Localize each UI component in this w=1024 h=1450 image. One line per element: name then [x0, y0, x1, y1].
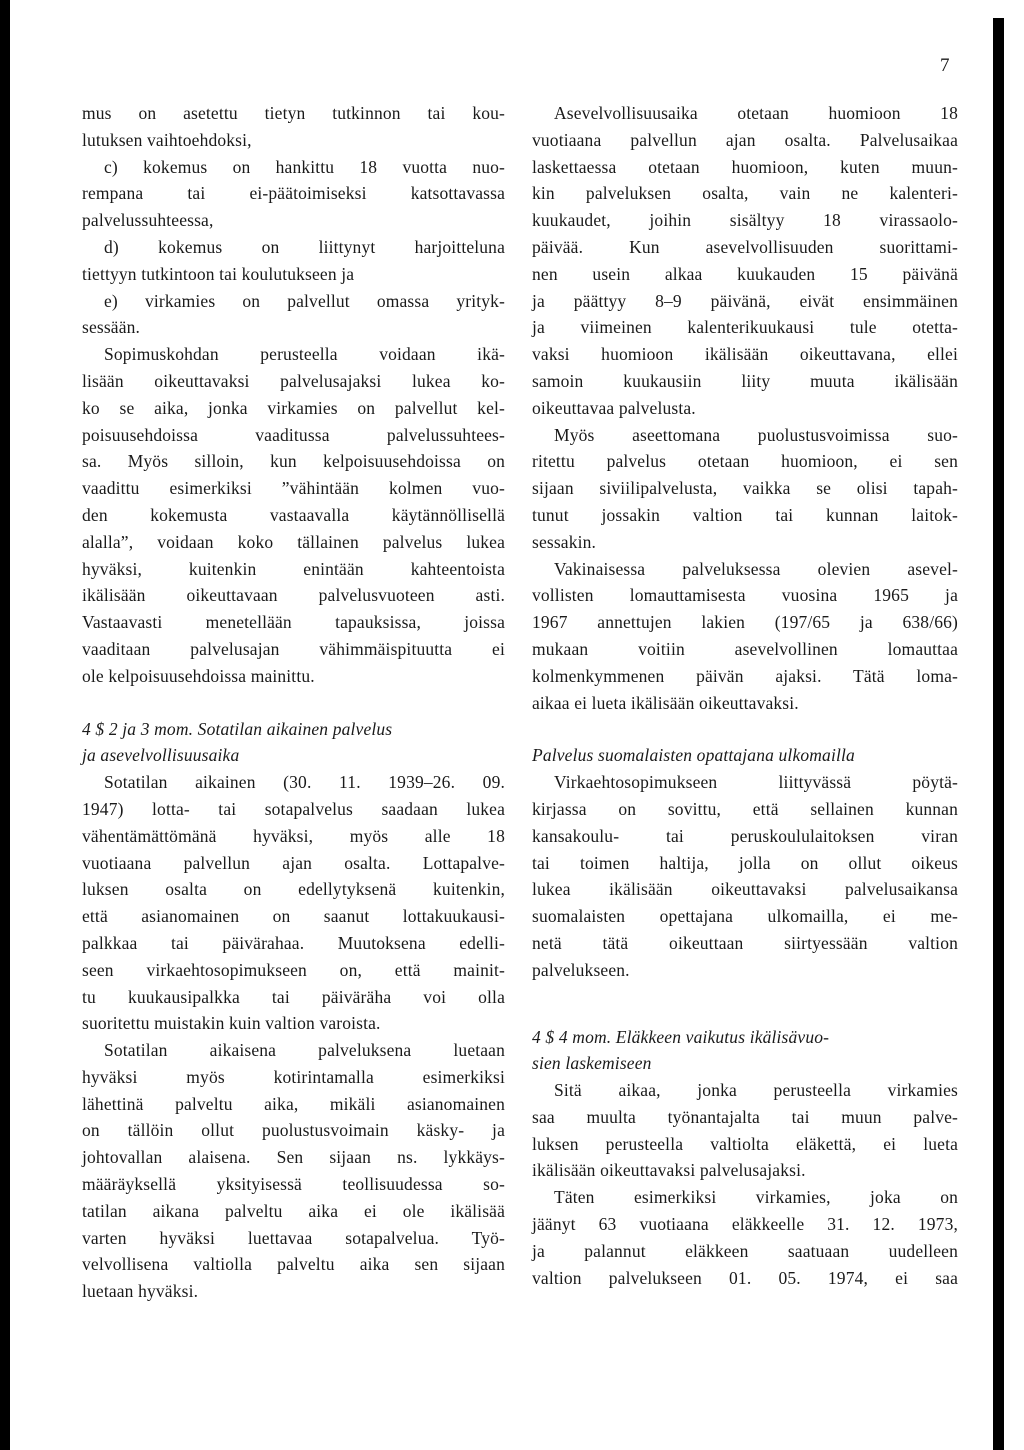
right-column-text-line: tunut jossakin valtion tai kunnan laitok-: [532, 504, 958, 525]
right-column-text-line: kolmenkymmenen päivän ajaksi. Tätä loma-: [532, 665, 958, 686]
left-column-text-line: ole kelpoisuusehdoissa mainittu.: [82, 665, 315, 686]
right-column-text-line: netä tätä oikeuttaan siirtyessään valtion: [532, 932, 958, 953]
left-column-text-line: mus on asetettu tietyn tutkinnon tai kou-: [82, 103, 505, 123]
right-column-text-line: samoin kuukausiin liity muuta ikälisään: [532, 370, 958, 391]
left-column-text-line: velvollisena valtiolla palveltu aika sen sijaan: [82, 1254, 505, 1275]
left-column-text-line: Sotatilan aikainen (30. 11. 1939–26. 09.: [104, 772, 505, 793]
left-column-text-line: vaaditaan palvelusajan vähimmäispituutta ei: [82, 638, 505, 659]
right-column-text-line: lukea ikälisään oikeuttavaksi palvelusaikansa: [532, 879, 958, 900]
right-column-text-line: Vakinaisessa palveluksessa olevien asevel-: [554, 558, 958, 579]
left-column-text-line: poisuusehdoissa vaaditussa palvelussuhtees-: [82, 424, 505, 445]
left-column-text-line: vähentämättömänä hyväksi, myös alle 18: [82, 825, 505, 846]
right-text-column: [532, 100, 958, 1291]
right-column-text-line: Asevelvollisuusaika otetaan huomioon 18: [554, 103, 958, 123]
right-column-text-line: kansakoulu- tai peruskoululaitoksen viran: [532, 825, 958, 846]
right-column-text-line: kuukaudet, joihin sisältyy 18 virassaolo-: [532, 210, 958, 231]
right-column-text-line: saa muulta työnantajalta tai muun palve-: [532, 1106, 958, 1127]
left-column-text-line: ikälisään oikeuttavaan palvelusvuoteen asti.: [82, 585, 505, 606]
left-column-text-line: lutuksen vaihtoehdoksi,: [82, 129, 252, 150]
right-column-heading-line: 4 $ 4 mom. Eläkkeen vaikutus ikälisävuo-: [532, 1026, 830, 1047]
left-column-text-line: luksen osalta on edellytyksenä kuitenkin,: [82, 879, 505, 900]
right-column-text-line: ja palannut eläkkeen saatuaan uudelleen: [532, 1240, 958, 1261]
scan-border-right: [993, 18, 1004, 1450]
right-column-text-line: vaksi huomioon ikälisään oikeuttavana, ellei: [532, 344, 958, 365]
right-column-text-line: oikeuttavaa palvelusta.: [532, 397, 696, 418]
right-column-spacer: [532, 984, 958, 1024]
right-column-text-line: Täten esimerkiksi virkamies, joka on: [554, 1187, 958, 1208]
right-column-text-line: palvelukseen.: [532, 959, 630, 980]
left-column-spacer: [82, 690, 505, 716]
right-column-text-line: vollisten lomauttamisesta vuosina 1965 ja: [532, 585, 958, 606]
right-column-text-line: laskettaessa otetaan huomioon, kuten muun-: [532, 156, 958, 177]
left-column-text-line: luetaan hyväksi.: [82, 1281, 199, 1302]
right-column-heading-line: Palvelus suomalaisten opattajana ulkomailla: [532, 745, 855, 766]
scan-border-left: [0, 0, 10, 1450]
left-column-text-line: lähettinä palveltu aika, mikäli asianomainen: [82, 1093, 505, 1114]
left-column-text-line: että asianomainen on saanut lottakuukausi-: [82, 906, 505, 927]
left-column-text-line: hyväksi, kuitenkin enintään kahteentoista: [82, 558, 505, 579]
right-column-text-line: ritettu palvelus otetaan huomioon, ei sen: [532, 451, 958, 472]
left-column-text-line: Sotatilan aikaisena palveluksena luetaan: [104, 1040, 505, 1061]
left-column-heading-line: 4 $ 2 ja 3 mom. Sotatilan aikainen palvelus: [82, 718, 393, 739]
right-column-text-line: nen usein alkaa kuukauden 15 päivänä: [532, 263, 958, 284]
right-column-text-line: kirjassa on sovittu, että sellainen kunnan: [532, 798, 958, 819]
left-column-text-line: tatilan aikana palveltu aika ei ole ikälisää: [82, 1200, 505, 1221]
right-column-heading-line: sien laskemiseen: [532, 1053, 652, 1074]
right-column-text-line: ikälisään oikeuttavaksi palvelusajaksi.: [532, 1160, 806, 1181]
left-column-text-line: palvelussuhteessa,: [82, 210, 214, 231]
right-column-text-line: sijaan siviilipalvelusta, vaikka se olisi tapah-: [532, 478, 958, 499]
left-column-text-line: ko se aika, jonka virkamies on palvellut kel-: [82, 397, 505, 418]
left-column-text-line: 1947) lotta- tai sotapalvelus saadaan lukea: [82, 798, 505, 819]
right-column-text-line: ja päättyy 8–9 päivänä, eivät ensimmäinen: [532, 290, 958, 311]
right-column-text-line: Sitä aikaa, jonka perusteella virkamies: [554, 1080, 958, 1101]
left-column-text-line: Vastaavasti menetellään tapauksissa, joissa: [82, 612, 505, 633]
right-column-text-line: tai toimen haltija, jolla on ollut oikeus: [532, 852, 958, 873]
right-column-text-line: valtion palvelukseen 01. 05. 1974, ei saa: [532, 1267, 958, 1288]
left-column-heading-line: ja asevelvollisuusaika: [82, 745, 240, 766]
right-column-text-line: 1967 annettujen lakien (197/65 ja 638/66): [532, 612, 958, 633]
left-column-text-line: rempana tai ei-päätoimiseksi katsottavassa: [82, 183, 505, 204]
page-number: 7: [940, 55, 950, 76]
left-column-text-line: määräyksellä yksityisessä teollisuudessa so-: [82, 1174, 505, 1195]
right-column-text-line: ja viimeinen kalenterikuukausi tule otetta-: [532, 317, 958, 338]
right-column-text-line: suomalaisten opettajana ulkomailla, ei me-: [532, 906, 958, 927]
left-column-text-line: alalla”, voidaan koko tällainen palvelus lukea: [82, 531, 505, 552]
left-column-text-line: sessään.: [82, 317, 141, 338]
right-column-text-line: vuotiaana palvellun ajan osalta. Palvelusaikaa: [532, 129, 958, 150]
right-column-text-line: sessakin.: [532, 531, 597, 552]
right-column-text-line: aikaa ei lueta ikälisään oikeuttavaksi.: [532, 692, 799, 713]
right-column-text-line: kin palveluksen osalta, vain ne kalenteri-: [532, 183, 958, 204]
left-column-text-line: c) kokemus on hankittu 18 vuotta nuo-: [104, 156, 505, 177]
right-column-text-line: jäänyt 63 vuotiaana eläkkeelle 31. 12. 1973,: [532, 1214, 958, 1235]
right-column-text-line: Myös aseettomana puolustusvoimissa suo-: [554, 424, 958, 445]
left-column-text-line: seen virkaehtosopimukseen on, että mainit-: [82, 959, 505, 980]
right-column-text-line: mukaan voitiin asevelvollinen lomauttaa: [532, 638, 958, 659]
left-column-text-line: lisään oikeuttavaksi palvelusajaksi lukea ko-: [82, 370, 505, 391]
left-column-text-line: vuotiaana palvellun ajan osalta. Lottapalve-: [82, 852, 505, 873]
left-column-text-line: johtovallan alaisena. Sen sijaan ns. lykkäys-: [82, 1147, 505, 1168]
right-column-text-line: Virkaehtosopimukseen liittyvässä pöytä-: [554, 772, 958, 793]
left-column-text-line: suoritettu muistakin kuin valtion varoista.: [82, 1013, 381, 1034]
left-text-column: [82, 100, 505, 1305]
right-column-text-line: luksen perusteella valtiolta eläkettä, ei lueta: [532, 1133, 958, 1154]
left-column-text-line: e) virkamies on palvellut omassa yrityk-: [104, 290, 505, 311]
left-column-text-line: varten hyväksi luettavaa sotapalvelua. Työ-: [82, 1227, 505, 1248]
right-column-text-line: päivää. Kun asevelvollisuuden suorittami-: [532, 236, 958, 257]
left-column-text-line: den kokemusta vastaavalla käytännöllisellä: [82, 504, 505, 525]
right-column-spacer: [532, 716, 958, 742]
left-column-text-line: tiettyyn tutkintoon tai koulutukseen ja: [82, 263, 355, 284]
left-column-text-line: d) kokemus on liittynyt harjoitteluna: [104, 236, 505, 257]
left-column-text-line: Sopimuskohdan perusteella voidaan ikä-: [104, 344, 505, 365]
left-column-text-line: tu kuukausipalkka tai päiväräha voi olla: [82, 986, 505, 1007]
left-column-text-line: sa. Myös silloin, kun kelpoisuusehdoissa on: [82, 451, 505, 472]
left-column-text-line: hyväksi myös kotirintamalla esimerkiksi: [82, 1066, 505, 1087]
left-column-text-line: palkkaa tai päivärahaa. Muutoksena edelli-: [82, 932, 505, 953]
left-column-text-line: on tällöin ollut puolustusvoimain käsky- ja: [82, 1120, 505, 1141]
left-column-text-line: vaadittu esimerkiksi ”vähintään kolmen vuo-: [82, 478, 505, 499]
